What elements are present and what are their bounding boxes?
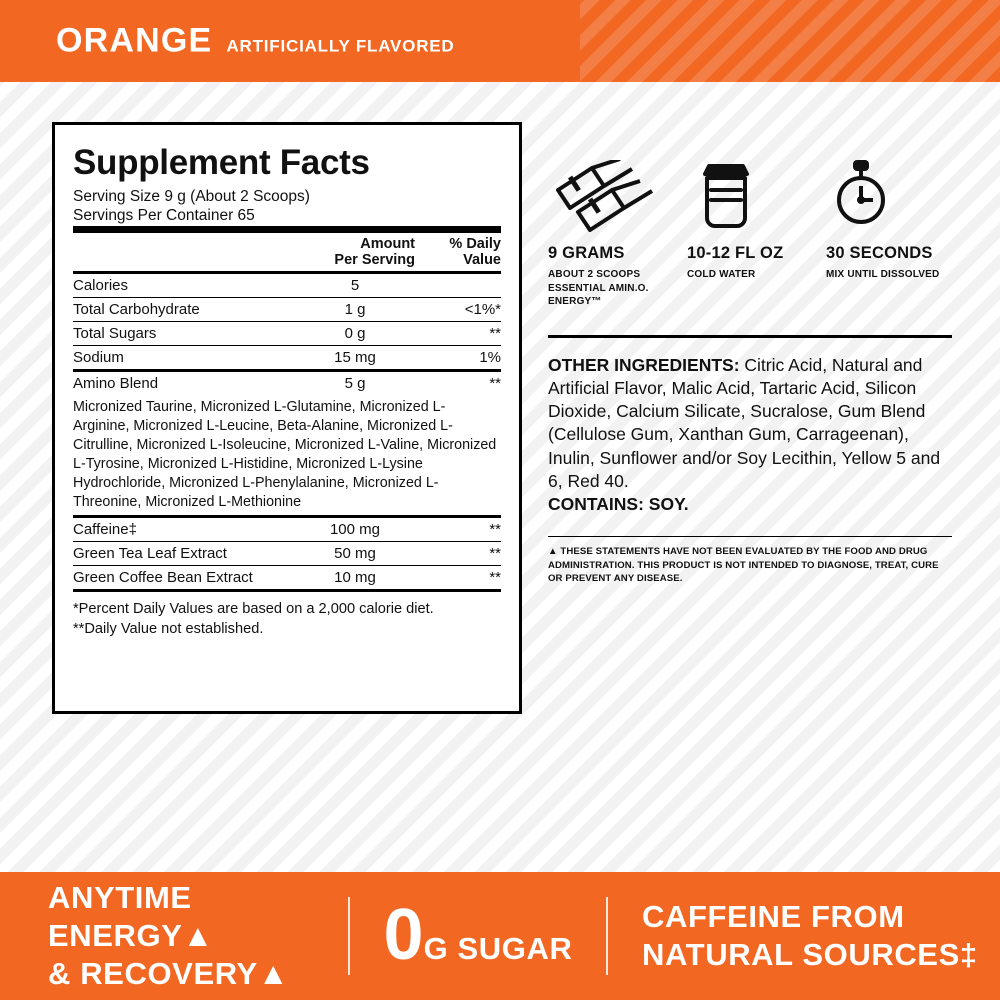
header-spacer bbox=[73, 229, 295, 272]
direction-1-title: 9 GRAMS bbox=[548, 244, 625, 262]
table-row bbox=[73, 517, 501, 542]
row-name: Caffeine‡ bbox=[73, 517, 295, 542]
table-row bbox=[73, 542, 501, 566]
row-name: Total Carbohydrate bbox=[73, 298, 295, 322]
direction-3-title: 30 SECONDS bbox=[826, 244, 933, 262]
footer-claim-2 bbox=[350, 894, 606, 975]
other-ingredients-text: Citric Acid, Natural and Artificial Flavor, Malic Acid, Tartaric Acid, Silicon Dioxide, Calcium Silicate, Sucralose, Gum Blend (Cellulose Gum, Xanthan Gum, Carrageenan), Inulin, Sunflower and/or Soy Lecithin, Yellow 5 and 6, Red 40. bbox=[548, 354, 941, 491]
row-amount: 50 mg bbox=[295, 542, 415, 566]
row-dv: ** bbox=[415, 566, 501, 591]
footer-banner bbox=[0, 872, 1000, 1000]
header-daily-value bbox=[415, 229, 501, 272]
footer-claim-3 bbox=[608, 898, 1000, 974]
direction-2-sub: COLD WATER bbox=[687, 269, 756, 280]
other-ingredients bbox=[548, 354, 952, 517]
divider-disclaimer bbox=[548, 536, 952, 537]
shaker-bottle-icon bbox=[687, 160, 813, 232]
footer-claim-1-line1: ANYTIME ENERGY▲ bbox=[48, 880, 214, 954]
footer-claim-3-line1: CAFFEINE FROM bbox=[642, 899, 905, 935]
blend-ingredients: Micronized Taurine, Micronized L-Glutamine, Micronized L-Arginine, Micronized L-Leucine, Beta-Alanine, Micronized L-Citrulline, Micronized L-Isoleucine, Micronized L-Valine, Micronized L-Tyrosine, Micronized L-Histidine, Micronized L-Lysine Hydrochloride, Micronized L-Phenylalanine, Micronized L-Threonine, Micronized L-Methionine bbox=[73, 399, 497, 511]
row-name: Calories bbox=[73, 273, 295, 298]
page-title: Supplement Facts bbox=[73, 143, 370, 182]
serving-size: Serving Size 9 g (About 2 Scoops) bbox=[73, 188, 310, 205]
row-dv: 1% bbox=[415, 346, 501, 371]
direction-1-sub: ABOUT 2 SCOOPS ESSENTIAL AMIN.O. ENERGY™ bbox=[548, 269, 649, 307]
row-amount: 10 mg bbox=[295, 566, 415, 591]
direction-2-title: 10-12 FL OZ bbox=[687, 244, 784, 262]
flavor-heading bbox=[56, 22, 454, 61]
row-amount: 0 g bbox=[295, 322, 415, 346]
blend-ingredients-row bbox=[73, 395, 501, 517]
supplement-facts-panel bbox=[52, 122, 522, 714]
stopwatch-icon bbox=[826, 160, 952, 232]
header-amount bbox=[295, 229, 415, 272]
direction-step-1 bbox=[548, 160, 674, 309]
row-amount: 100 mg bbox=[295, 517, 415, 542]
stripe-pattern bbox=[580, 0, 1000, 82]
row-dv: ** bbox=[415, 322, 501, 346]
row-name: Sodium bbox=[73, 346, 295, 371]
header-dv-line1: % Daily bbox=[449, 235, 501, 252]
footnote-dv-not-established: **Daily Value not established. bbox=[73, 620, 264, 637]
table-header-row bbox=[73, 229, 501, 272]
row-name: Green Tea Leaf Extract bbox=[73, 542, 295, 566]
footer-claim-1 bbox=[0, 879, 348, 992]
sugar-value: 0 bbox=[383, 894, 424, 975]
table-row bbox=[73, 346, 501, 371]
direction-step-3 bbox=[826, 160, 952, 282]
header-dv-line2: Value bbox=[463, 251, 501, 268]
divider bbox=[548, 335, 952, 338]
table-row-blend bbox=[73, 371, 501, 396]
header-amount-line1: Amount bbox=[360, 235, 415, 252]
row-dv: ** bbox=[415, 517, 501, 542]
table-row bbox=[73, 298, 501, 322]
row-amount: 15 mg bbox=[295, 346, 415, 371]
row-dv: <1%* bbox=[415, 298, 501, 322]
sugar-label: G SUGAR bbox=[423, 930, 573, 966]
flavor-name: ORANGE bbox=[56, 21, 213, 60]
row-amount: 5 bbox=[295, 273, 415, 298]
table-row bbox=[73, 273, 501, 298]
footer-claim-1-line2: & RECOVERY▲ bbox=[48, 955, 290, 991]
scoops-icon bbox=[548, 160, 674, 232]
row-name: Green Coffee Bean Extract bbox=[73, 566, 295, 591]
servings-per-container: Servings Per Container 65 bbox=[73, 207, 255, 225]
blend-dv: ** bbox=[415, 371, 501, 396]
blend-amount: 5 g bbox=[295, 371, 415, 396]
footer-claim-3-line2: NATURAL SOURCES‡ bbox=[642, 937, 978, 972]
nutrition-table bbox=[73, 226, 501, 592]
table-row bbox=[73, 566, 501, 591]
direction-step-2 bbox=[687, 160, 813, 282]
blend-name: Amino Blend bbox=[73, 371, 295, 396]
top-banner bbox=[0, 0, 1000, 82]
right-column bbox=[548, 160, 952, 585]
direction-3-sub: MIX UNTIL DISSOLVED bbox=[826, 269, 940, 280]
fda-disclaimer: ▲ THESE STATEMENTS HAVE NOT BEEN EVALUATED BY THE FOOD AND DRUG ADMINISTRATION. THIS PRODUCT IS NOT INTENDED TO DIAGNOSE, TREAT, CURE OR PREVENT ANY DISEASE. bbox=[548, 546, 939, 584]
row-dv bbox=[415, 273, 501, 298]
row-amount: 1 g bbox=[295, 298, 415, 322]
table-row bbox=[73, 322, 501, 346]
footnote-daily-values: *Percent Daily Values are based on a 2,000 calorie diet. bbox=[73, 601, 434, 618]
allergen-statement: CONTAINS: SOY. bbox=[548, 494, 689, 515]
directions-row bbox=[548, 160, 952, 309]
row-dv: ** bbox=[415, 542, 501, 566]
flavor-note: ARTIFICIALLY FLAVORED bbox=[226, 36, 455, 56]
row-name: Total Sugars bbox=[73, 322, 295, 346]
header-amount-line2: Per Serving bbox=[334, 251, 415, 268]
other-ingredients-label: OTHER INGREDIENTS: bbox=[548, 354, 740, 375]
